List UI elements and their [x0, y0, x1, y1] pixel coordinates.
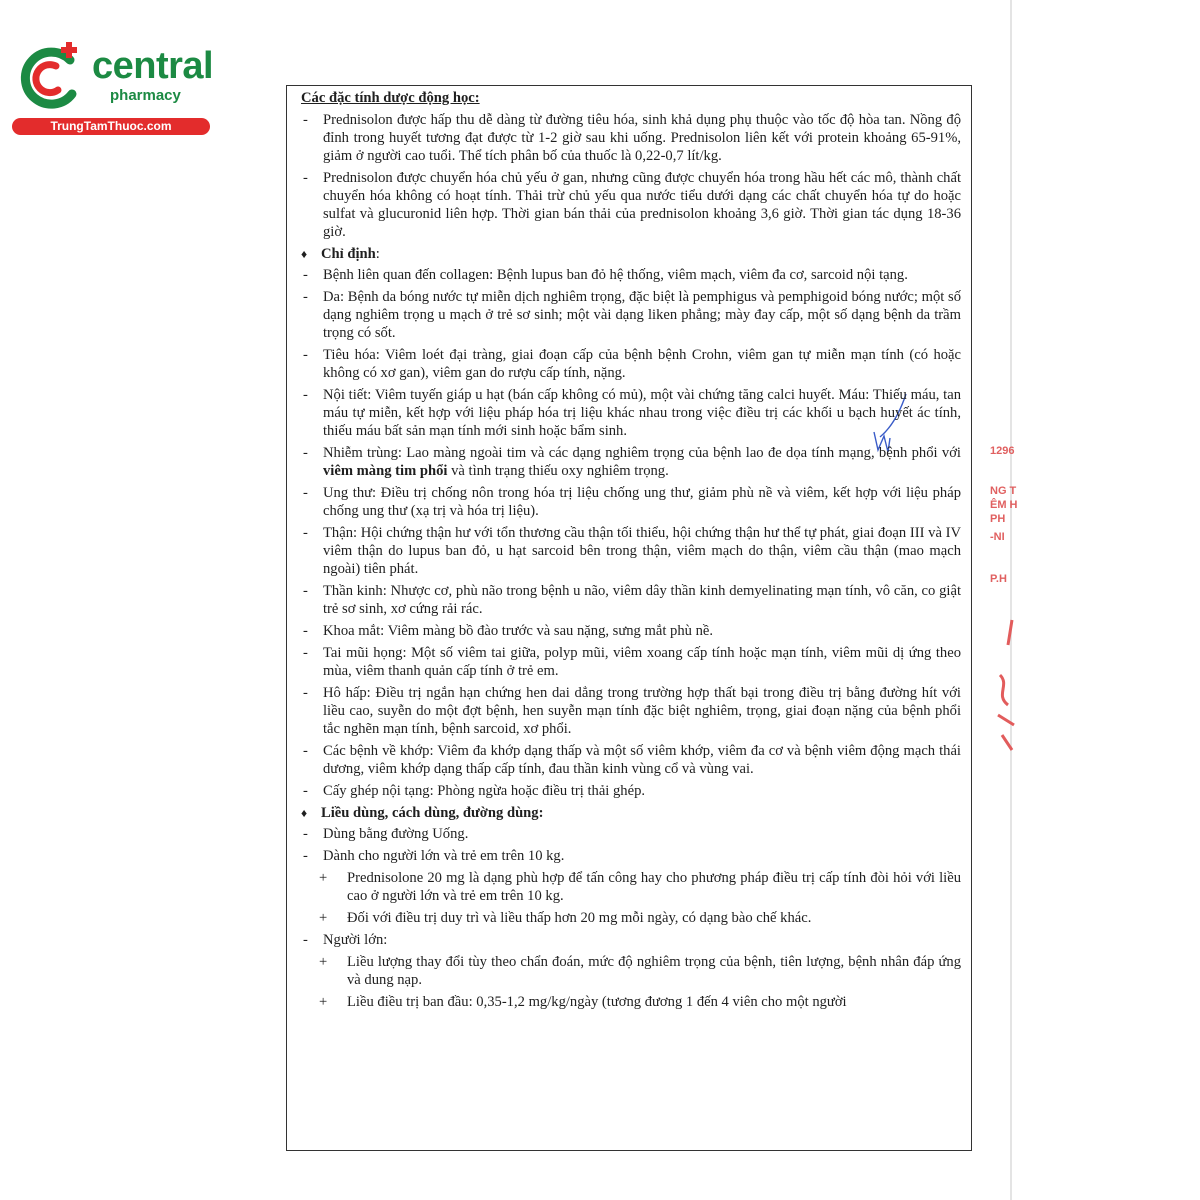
list-item-text: Liều điều trị ban đầu: 0,35-1,2 mg/kg/ngày (tương đương 1 đến 4 viên cho một người — [347, 994, 847, 1010]
list-item — [301, 622, 961, 640]
dash-bullet: - — [303, 289, 308, 305]
list-item-text: Nội tiết: Viêm tuyến giáp u hạt (bán cấp không có mủ), một vài chứng tăng calci huyết. Máu: Thiếu máu, tan máu tự miễn, kết hợp với liệu pháp hóa trị liệu khác nhau trong việc điều trị các khối u bạch huyết ác tính, thiếu máu bất sản mạn tính mới sinh hoặc bẩm sinh. — [323, 387, 961, 439]
list-item-text: Da: Bệnh da bóng nước tự miễn dịch nghiêm trọng, đặc biệt là pemphigus và pemphigoid bóng nước; một số dạng nghiêm trọng u mạch ở trẻ sơ sinh; một vài dạng liken phẳng; mày đay cấp, một số dạng bệnh da trầm trọng có sốt. — [323, 289, 961, 341]
list-item-text: Hô hấp: Điều trị ngắn hạn chứng hen dai dẳng trong trường hợp thất bại trong điều trị bằng đường hít với liều cao, suyễn do một đợt bệnh, hen suyễn mạn tính đặc biệt nghiêm, trọng, giai đoạn nặng của bệnh phổi tắc nghẽn mạn tính, bệnh sarcoid, xơ phổi. — [323, 685, 961, 737]
list-item-text: Prednisolon được hấp thu dễ dàng từ đường tiêu hóa, sinh khả dụng phụ thuộc vào tốc độ hòa tan. Nồng độ đỉnh trong huyết tương đạt được từ 1-2 giờ sau khi uống. Prednisolon liên kết với protein khoảng 65-91%, giảm ở người cao tuổi. Thể tích phân bố của thuốc là 0,22-0,7 lít/kg. — [323, 112, 961, 164]
list-item — [301, 742, 961, 778]
list-item — [301, 684, 961, 738]
list-item-text: Thần kinh: Nhược cơ, phù não trong bệnh u não, viêm dây thần kinh demyelinating mạn tính, vô căn, co giật trẻ sơ sinh, xơ cứng rải rác. — [323, 583, 961, 617]
list-item — [301, 111, 961, 165]
list-item — [301, 288, 961, 342]
diamond-bullet-icon: ♦ — [301, 806, 308, 820]
list-item-text: Prednisolone 20 mg là dạng phù hợp để tấn công hay cho phương pháp điều trị cấp tính đòi hỏi với liều cao ở người lớn và trẻ em trên 10 kg. — [347, 870, 961, 904]
indications-colon: : — [375, 246, 380, 262]
document-page — [286, 85, 972, 1151]
list-item — [301, 266, 961, 284]
list-item-text: Khoa mắt: Viêm màng bồ đào trước và sau nặng, sưng mắt phù nề. — [323, 623, 713, 639]
dash-bullet: - — [303, 783, 308, 799]
list-item — [301, 644, 961, 680]
stamp-text: NG T — [990, 485, 1017, 497]
indications-heading — [301, 245, 961, 263]
stamp-text: P.H — [990, 573, 1007, 585]
list-item — [301, 386, 961, 440]
list-item — [301, 169, 961, 241]
infection-bold-term: viêm màng tim phổi — [323, 463, 448, 479]
dosage-title: Liều dùng, cách dùng, đường dùng: — [321, 805, 544, 821]
list-item-text: Ung thư: Điều trị chống nôn trong hóa trị liệu chống ung thư, giảm phù nề và viêm, kết hợp với liệu pháp chống ung thư (xạ trị và hóa trị liệu). — [323, 485, 961, 519]
list-item — [301, 782, 961, 800]
sub-list-item — [301, 909, 961, 927]
indications-title: Chỉ định — [321, 246, 376, 262]
pharmacokinetics-heading: Các đặc tính dược động học: — [301, 90, 480, 106]
infection-text-end: và tình trạng thiếu oxy nghiêm trọng. — [447, 463, 669, 479]
list-item-text — [323, 444, 961, 480]
central-pharmacy-logo-icon — [12, 38, 92, 114]
list-item-text: Dùng bằng đường Uống. — [323, 826, 469, 842]
dash-bullet: - — [303, 267, 308, 283]
list-item — [301, 484, 961, 520]
list-item-text: Prednisolon được chuyển hóa chủ yếu ở gan, nhưng cũng được chuyển hóa trong hầu hết các mô, thành chất chuyển hóa không có hoạt tính. Thải trừ chủ yếu qua nước tiểu dưới dạng các chất chuyển hóa tự do hoặc sulfat và glucuronid liên hợp. Thời gian bán thải của prednisolon khoảng 3,6 giờ. Thời gian tác dụng 18-36 giờ. — [323, 170, 961, 240]
list-item — [301, 582, 961, 618]
dash-bullet: - — [303, 485, 308, 501]
dash-bullet: - — [303, 826, 308, 842]
list-item-text: Người lớn: — [323, 932, 388, 948]
dash-bullet: - — [303, 932, 308, 948]
list-item — [301, 931, 961, 949]
dash-bullet: - — [303, 170, 308, 186]
list-item-text: Bệnh liên quan đến collagen: Bệnh lupus ban đỏ hệ thống, viêm mạch, viêm đa cơ, sarcoid nội tạng. — [323, 267, 908, 283]
list-item-text: Dành cho người lớn và trẻ em trên 10 kg. — [323, 848, 565, 864]
brand-name: central — [92, 45, 214, 87]
stamp-text: ÊM H — [990, 499, 1018, 511]
list-item-text: Cấy ghép nội tạng: Phòng ngừa hoặc điều trị thải ghép. — [323, 783, 646, 799]
dash-bullet: - — [303, 347, 308, 363]
red-stamp — [985, 435, 1025, 765]
brand-logo — [12, 38, 217, 138]
dash-bullet: - — [303, 387, 308, 403]
diamond-bullet-icon: ♦ — [301, 247, 308, 261]
dash-bullet: - — [303, 445, 308, 461]
dash-bullet: - — [303, 623, 308, 639]
infection-text-start: Nhiễm trùng: Lao màng ngoài tim và các dạng nghiêm trọng của bệnh lao đe dọa tính mạng, bệnh phổi với — [323, 445, 961, 461]
brand-subtitle: pharmacy — [110, 87, 181, 104]
dash-bullet: - — [303, 525, 308, 541]
list-item-text: Thận: Hội chứng thận hư với tổn thương cầu thận tối thiểu, hội chứng thận hư thể tự phát, giai đoạn III và IV viêm thận do lupus ban đỏ, u hạt sarcoid bên trong thận, viêm mạch do thận, viêm cầu thận (mao mạch ngoài) tiên phát. — [323, 525, 961, 577]
dosage-heading — [301, 804, 961, 822]
list-item — [301, 825, 961, 843]
brand-url: TrungTamThuoc.com — [12, 118, 210, 135]
dash-bullet: - — [303, 743, 308, 759]
dash-bullet: - — [303, 685, 308, 701]
list-item-text: Liều lượng thay đổi tùy theo chẩn đoán, mức độ nghiêm trọng của bệnh, tiên lượng, bệnh nhân đáp ứng và dung nạp. — [347, 954, 961, 988]
dash-bullet: - — [303, 583, 308, 599]
list-item — [301, 847, 961, 865]
plus-bullet: + — [319, 910, 328, 926]
stamp-text: PH — [990, 513, 1006, 525]
stamp-signature-icon — [990, 615, 1020, 755]
dash-bullet: - — [303, 645, 308, 661]
list-item — [301, 444, 961, 480]
stamp-text: -NI — [990, 531, 1005, 543]
list-item-text: Đối với điều trị duy trì và liều thấp hơn 20 mg mỗi ngày, có dạng bào chế khác. — [347, 910, 812, 926]
list-item — [301, 524, 961, 578]
plus-bullet: + — [319, 870, 328, 886]
list-item-text: Tiêu hóa: Viêm loét đại tràng, giai đoạn cấp của bệnh bệnh Crohn, viêm gan tự miễn mạn tính (có hoặc không có xơ gan), viêm gan do rượu cấp tính, nặng. — [323, 347, 961, 381]
list-item-text: Tai mũi họng: Một số viêm tai giữa, polyp mũi, viêm xoang cấp tính hoặc mạn tính, viêm mũi dị ứng theo mùa, viêm thanh quản cấp tính ở trẻ em. — [323, 645, 961, 679]
sub-list-item — [301, 993, 961, 1011]
dash-bullet: - — [303, 848, 308, 864]
dash-bullet: - — [303, 112, 308, 128]
plus-bullet: + — [319, 954, 328, 970]
stamp-text: 1296 — [990, 445, 1015, 457]
sub-list-item — [301, 869, 961, 905]
sub-list-item — [301, 953, 961, 989]
plus-bullet: + — [319, 994, 328, 1010]
list-item — [301, 346, 961, 382]
list-item-text: Các bệnh về khớp: Viêm đa khớp dạng thấp và một số viêm khớp, viêm đa cơ và bệnh viêm động mạch thái dương, viêm khớp dạng thấp cấp tính, đau thần kinh vùng cổ và vùng vai. — [323, 743, 961, 777]
